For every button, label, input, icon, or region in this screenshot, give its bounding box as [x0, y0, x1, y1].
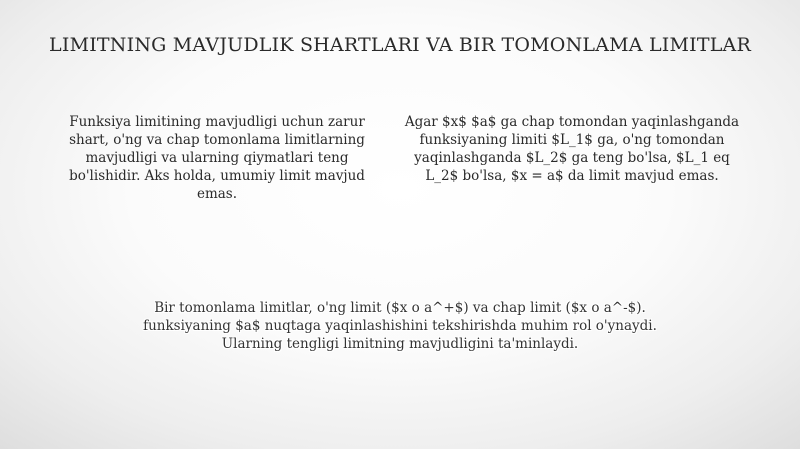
- slide-title: LIMITNING MAVJUDLIK SHARTLARI VA BIR TOMONLAMA LIMITLAR: [49, 34, 751, 56]
- bottom-text-block: Bir tomonlama limitlar, o'ng limit ($x o a^+$) va chap limit ($x o a^-$). funksiyaning $a$ nuqtaga yaqinlashishini tekshirishda muhim rol o'ynaydi. Ularning tengligi limitning mavjudligini ta'minlaydi.: [143, 300, 657, 352]
- right-text-block: Agar $x$ $a$ ga chap tomondan yaqinlashganda funksiyaning limiti $L_1$ ga, o'ng tomondan yaqinlashganda $L_2$ ga teng bo'lsa, $L_1 eq L_2$ bo'lsa, $x = a$ da limit mavjud emas.: [404, 114, 740, 184]
- left-text-block: Funksiya limitining mavjudligi uchun zarur shart, o'ng va chap tomonlama limitlarning mavjudligi va ularning qiymatlari teng bo'lishidir. Aks holda, umumiy limit mavjud emas.: [69, 114, 365, 202]
